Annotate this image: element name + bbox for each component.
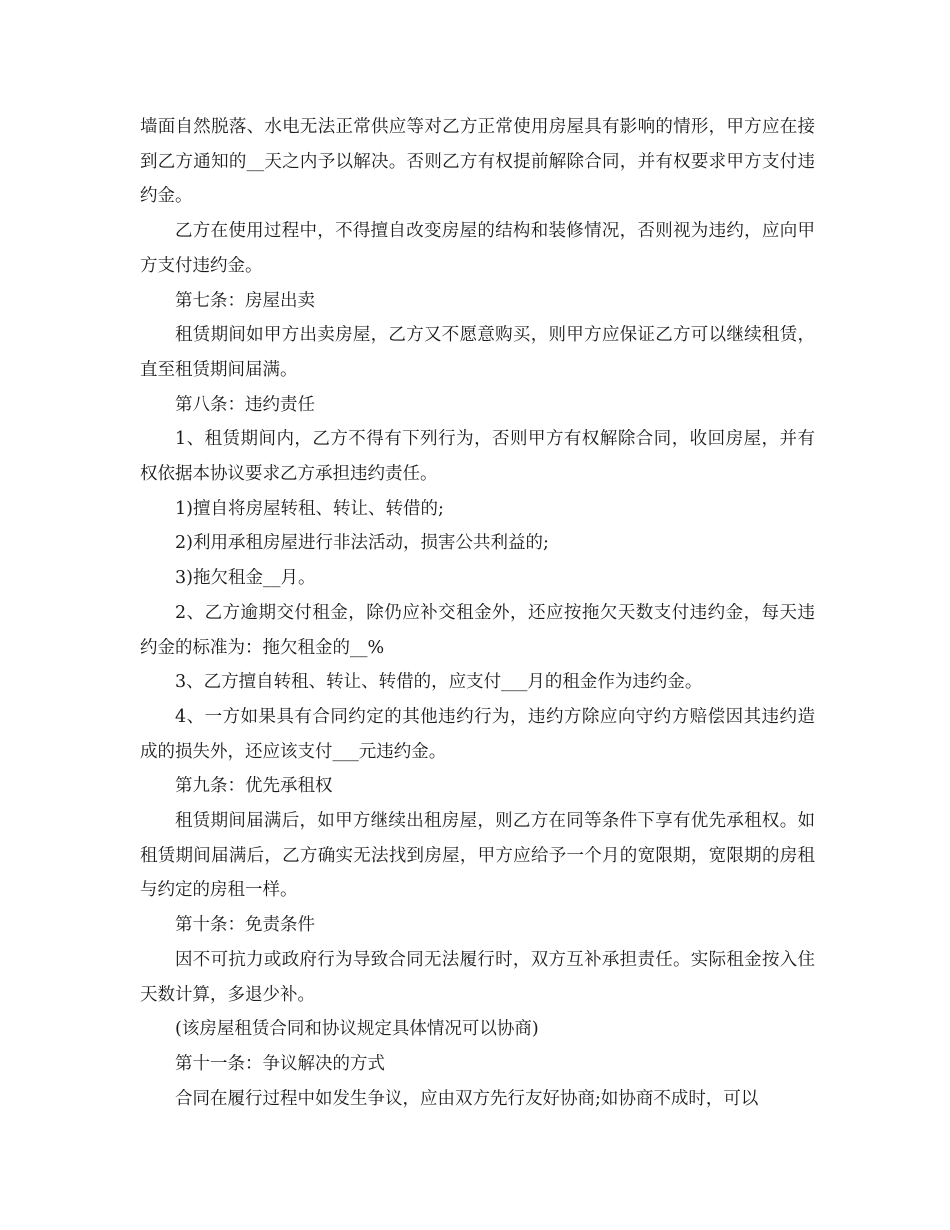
- paragraph-negotiable-note: (该房屋租赁合同和协议规定具体情况可以协商): [175, 1019, 539, 1040]
- heading-article-9: 第九条：优先承租权: [175, 776, 333, 797]
- document-page: [140, 110, 815, 1116]
- list-item-rent-arrears: 3)拖欠租金__月。: [175, 568, 316, 589]
- heading-article-8: 第八条：违约责任: [175, 394, 315, 415]
- paragraph-no-alteration: 乙方在使用过程中，不得擅自改变房屋的结构和装修情况，否则视为违约，应向甲方支付违约金。: [140, 221, 815, 276]
- heading-article-10: 第十条：免责条件: [175, 915, 315, 936]
- paragraph-breach-1: 1、租赁期间内，乙方不得有下列行为，否则甲方有权解除合同，收回房屋，并有权依据本协议要求乙方承担违约责任。: [140, 429, 815, 485]
- paragraph-force-majeure: 因不可抗力或政府行为导致合同无法履行时，双方互补承担责任。实际租金按入住天数计算，多退少补。: [140, 949, 815, 1005]
- list-item-sublet: 1)擅自将房屋转租、转让、转借的;: [175, 498, 444, 519]
- list-item-illegal-use: 2)利用承租房屋进行非法活动，损害公共利益的;: [175, 533, 549, 554]
- paragraph-dispute-resolution: 合同在履行过程中如发生争议，应由双方先行友好协商;如协商不成时，可以: [175, 1088, 759, 1109]
- heading-article-11: 第十一条：争议解决的方式: [175, 1053, 385, 1074]
- paragraph-priority-lease: 租赁期间届满后，如甲方继续出租房屋，则乙方在同等条件下享有优先承租权。如租赁期间届满后，乙方确实无法找到房屋，甲方应给予一个月的宽限期，宽限期的房租与约定的房租一样。: [140, 811, 815, 901]
- paragraph-breach-3: 3、乙方擅自转租、转让、转借的，应支付___月的租金作为违约金。: [175, 672, 703, 693]
- paragraph-breach-4: 4、一方如果具有合同约定的其他违约行为，违约方除应向守约方赔偿因其违约造成的损失外，还应该支付___元违约金。: [140, 706, 815, 762]
- paragraph-utilities-repair: 墙面自然脱落、水电无法正常供应等对乙方正常使用房屋具有影响的情形，甲方应在接到乙方通知的__天之内予以解决。否则乙方有权提前解除合同，并有权要求甲方支付违约金。: [140, 117, 815, 207]
- paragraph-house-sale: 租赁期间如甲方出卖房屋，乙方又不愿意购买，则甲方应保证乙方可以继续租赁，直至租赁期间届满。: [140, 325, 815, 380]
- heading-article-7: 第七条：房屋出卖: [175, 290, 315, 311]
- paragraph-breach-2: 2、乙方逾期交付租金，除仍应补交租金外，还应按拖欠天数支付违约金，每天违约金的标准为：拖欠租金的__%: [140, 602, 815, 658]
